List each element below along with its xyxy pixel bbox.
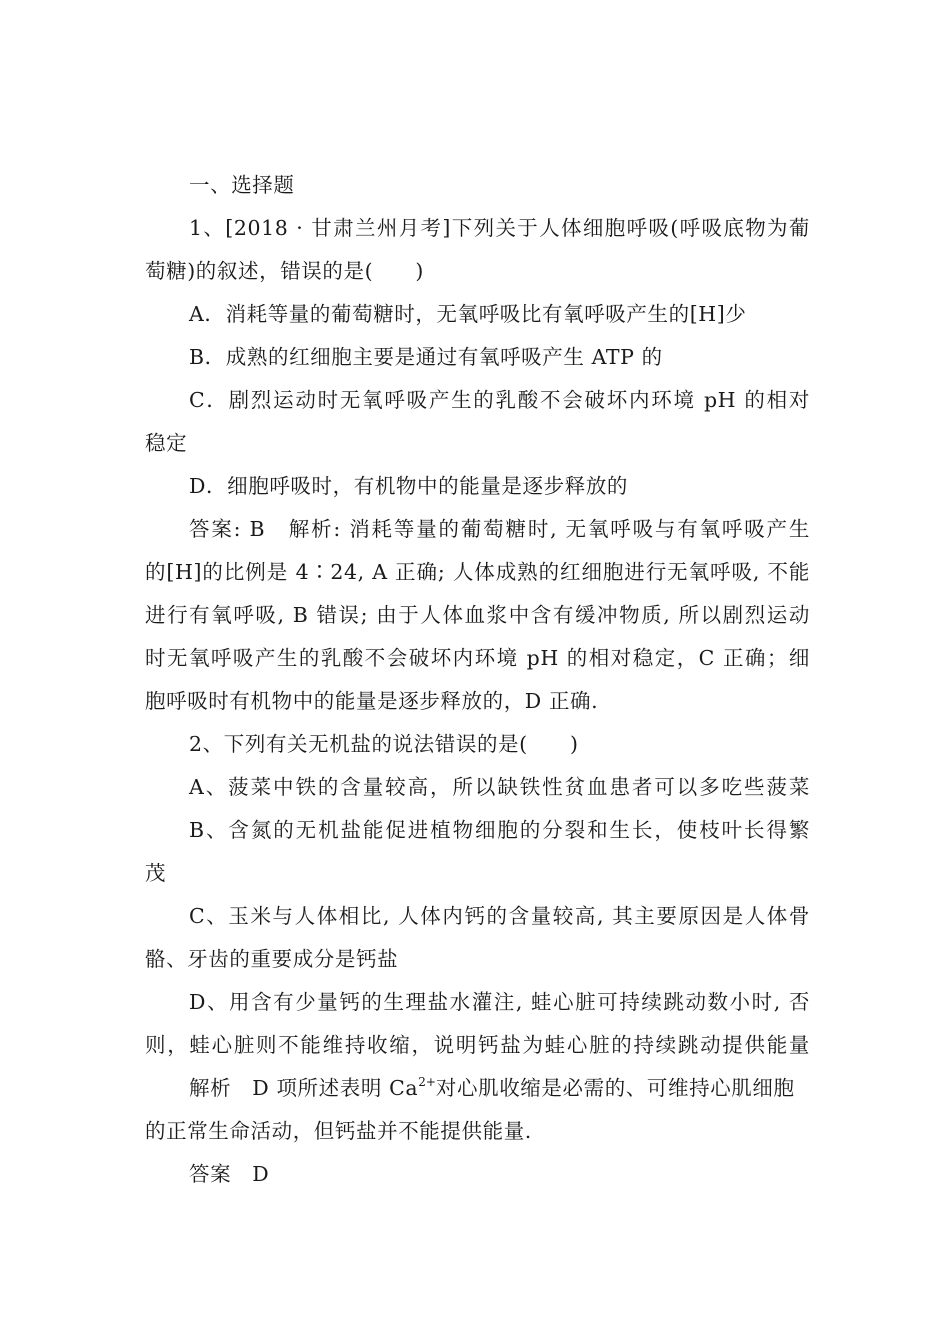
q2-analysis-prefix: 解析 D 项所述表明 Ca — [189, 1076, 419, 1100]
q1-option-c-line-1: C．剧烈运动时无氧呼吸产生的乳酸不会破坏内环境 pH 的相对 — [189, 388, 810, 412]
q1-answer-line-5: 胞呼吸时有机物中的能量是逐步释放的，D 正确. — [145, 689, 599, 713]
q1-option-c-line-2: 稳定 — [145, 431, 188, 455]
q2-option-b-line-2: 茂 — [145, 861, 167, 885]
q2-analysis-suffix: 对心肌收缩是必需的、可维持心肌细胞 — [435, 1076, 795, 1100]
q1-stem-line-2: 萄糖)的叙述，错误的是( ) — [145, 259, 424, 283]
q1-stem-line-1: 1、[2018 · 甘肃兰州月考]下列关于人体细胞呼吸(呼吸底物为葡 — [189, 216, 810, 240]
q1-option-d: D．细胞呼吸时，有机物中的能量是逐步释放的 — [189, 474, 629, 498]
q2-option-c-line-1: C、玉米与人体相比, 人体内钙的含量较高, 其主要原因是人体骨 — [189, 904, 810, 928]
q2-analysis-line-2: 的正常生命活动，但钙盐并不能提供能量. — [145, 1119, 532, 1143]
q2-analysis-line-1 — [145, 1067, 810, 1110]
q1-answer-line-3: 进行有氧呼吸, B 错误; 由于人体血浆中含有缓冲物质, 所以剧烈运动 — [145, 603, 810, 627]
section-heading: 一、选择题 — [189, 173, 295, 197]
q1-answer-line-4: 时无氧呼吸产生的乳酸不会破坏内环境 pH 的相对稳定，C 正确；细 — [145, 646, 810, 670]
q2-option-b-line-1: B、含氮的无机盐能促进植物细胞的分裂和生长，使枝叶长得繁 — [189, 818, 810, 842]
q2-option-d-line-1: D、用含有少量钙的生理盐水灌注, 蛙心脏可持续跳动数小时, 否 — [189, 990, 810, 1014]
q1-option-a: A．消耗等量的葡萄糖时，无氧呼吸比有氧呼吸产生的[H]少 — [189, 302, 747, 326]
q1-answer-line-1: 答案: B 解析: 消耗等量的葡萄糖时, 无氧呼吸与有氧呼吸产生 — [189, 517, 810, 541]
q2-analysis-superscript: 2+ — [418, 1075, 436, 1089]
q2-option-a: A、菠菜中铁的含量较高，所以缺铁性贫血患者可以多吃些菠菜 — [189, 775, 810, 799]
document-body — [145, 164, 810, 1196]
q2-option-d-line-2: 则，蛙心脏则不能维持收缩，说明钙盐为蛙心脏的持续跳动提供能量 — [145, 1033, 810, 1057]
q1-answer-line-2: 的[H]的比例是 4∶24, A 正确; 人体成熟的红细胞进行无氧呼吸, 不能 — [145, 560, 810, 584]
q2-stem: 2、下列有关无机盐的说法错误的是( ) — [189, 732, 579, 756]
q1-option-b: B．成熟的红细胞主要是通过有氧呼吸产生 ATP 的 — [189, 345, 663, 369]
q2-answer: 答案 D — [189, 1162, 270, 1186]
q2-option-c-line-2: 骼、牙齿的重要成分是钙盐 — [145, 947, 399, 971]
